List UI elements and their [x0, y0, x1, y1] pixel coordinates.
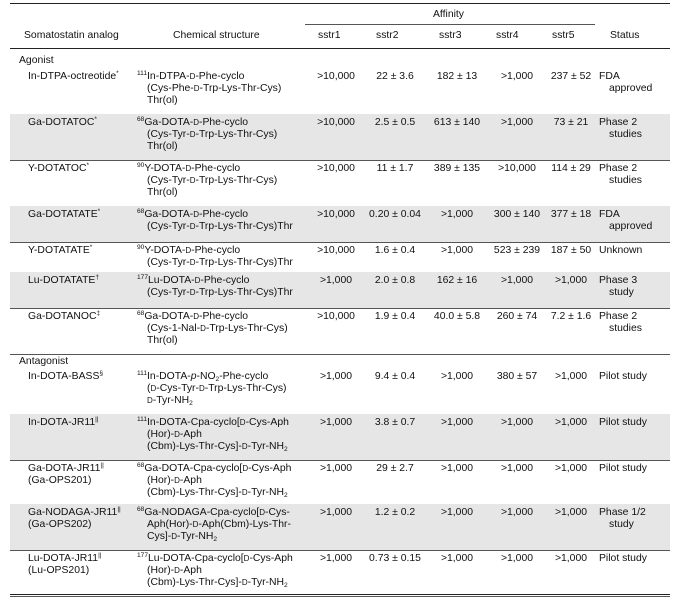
table-top-rule	[10, 3, 670, 4]
sstr1-value: >10,000	[317, 311, 355, 322]
analog-name	[28, 553, 143, 577]
analog-name	[28, 311, 143, 323]
structure-line: $(Cbm)-Lys-Thr-Cys]-D-Tyr-NH_2$	[147, 577, 288, 590]
status-line: studies	[609, 323, 642, 335]
header-status: Status	[610, 30, 640, 41]
sstr1-value: >10,000	[317, 209, 355, 220]
table-row	[10, 272, 670, 308]
table-row	[10, 504, 670, 550]
chemical-structure	[137, 553, 315, 590]
table-row	[10, 308, 670, 354]
analog-label: Y-DOTATATE*	[28, 244, 93, 256]
header-structure: Chemical structure	[173, 30, 260, 41]
chemical-structure	[137, 311, 315, 348]
sstr1-value: >10,000	[317, 71, 355, 82]
analog-label: Ga-DOTATATE*	[28, 208, 101, 220]
structure-line: (Hor)-D-Aph	[147, 429, 202, 441]
chemical-structure	[137, 71, 315, 108]
structure-line: $D-Tyr-NH_2$	[147, 395, 193, 408]
analog-label: Ga-NODAGA-JR11||	[28, 506, 121, 518]
status-line: approved	[609, 83, 653, 95]
sstr5-value: >1,000	[554, 275, 588, 286]
chemical-structure	[137, 417, 315, 454]
sstr4-value: 380 ± 57	[496, 371, 538, 382]
sstr2-value: 1.9 ± 0.4	[374, 311, 416, 322]
status-line: study	[609, 287, 634, 299]
structure-line: $^{177}$Lu-DOTA-D-Phe-cyclo	[137, 274, 250, 286]
sstr5-value: 73 ± 21	[553, 117, 589, 128]
sstr2-value: 22 ± 3.6	[376, 71, 414, 82]
status-line: Pilot study	[599, 417, 647, 428]
sstr2-value: 0.20 ± 0.04	[369, 209, 421, 220]
analog-label: In-DOTA-BASS§	[28, 370, 104, 382]
sstr2-value: 11 ± 1.7	[376, 163, 414, 174]
analog-label: Ga-DOTA-JR11||	[28, 462, 104, 474]
sstr5-value: 237 ± 52	[550, 71, 592, 82]
table-row	[10, 68, 670, 114]
structure-line: $^{68}$Ga-NODAGA-Cpa-cyclo[D-Cys-	[137, 506, 290, 518]
sstr5-value: 114 ± 29	[551, 163, 591, 174]
status-text	[599, 71, 671, 95]
analog-label: Lu-DOTA-JR11||	[28, 552, 102, 564]
analog-name	[28, 163, 143, 175]
structure-line: Thr(ol)	[147, 187, 178, 199]
status-line: Phase 2	[599, 163, 638, 174]
sstr5-value: 7.2 ± 1.6	[550, 311, 592, 322]
sstr1-value: >1,000	[319, 507, 353, 518]
sstr4-value: >1,000	[500, 71, 534, 82]
analog-label: In-DOTA-JR11||	[28, 416, 99, 428]
group-agonist: Agonist	[19, 55, 54, 66]
sstr3-value: >1,000	[440, 463, 474, 474]
sstr2-value: 2.5 ± 0.5	[374, 117, 416, 128]
structure-line: (D-Cys-Tyr-D-Trp-Lys-Thr-Cys)	[147, 383, 287, 395]
table-row	[10, 460, 670, 504]
status-text	[599, 463, 671, 475]
status-text	[599, 507, 671, 531]
status-line: Pilot study	[599, 371, 647, 382]
structure-line: (Hor)-D-Aph	[147, 565, 202, 577]
sstr3-value: 162 ± 16	[436, 275, 478, 286]
structure-line: Thr(ol)	[147, 95, 178, 107]
analog-alias: (Ga-OPS202)	[28, 519, 92, 531]
structure-line: $^{68}$Ga-DOTA-D-Phe-cyclo	[137, 208, 249, 220]
structure-line: Thr(ol)	[147, 141, 178, 153]
sstr1-value: >1,000	[319, 371, 353, 382]
chemical-structure	[137, 163, 315, 200]
sstr4-value: >1,000	[500, 463, 534, 474]
structure-line: (Cys-Tyr-D-Trp-Lys-Thr-Cys)Thr	[147, 287, 293, 299]
sstr1-value: >1,000	[319, 553, 353, 564]
analog-label: Ga-DOTANOC‡	[28, 310, 101, 322]
status-line: studies	[609, 175, 642, 187]
sstr3-value: >1,000	[440, 553, 474, 564]
analog-alias: (Ga-OPS201)	[28, 475, 92, 487]
header-affinity: Affinity	[433, 9, 464, 20]
structure-line: (Cys-Tyr-D-Trp-Lys-Thr-Cys)	[147, 129, 278, 141]
sstr3-value: 40.0 ± 5.8	[433, 311, 481, 322]
status-text	[599, 163, 671, 187]
sstr4-value: >1,000	[500, 275, 534, 286]
sstr2-value: 2.0 ± 0.8	[374, 275, 416, 286]
structure-line: (Cys-1-Nal-D-Trp-Lys-Thr-Cys)	[147, 323, 288, 335]
header-sstr1: sstr1	[318, 30, 341, 41]
analog-label: Ga-DOTATOC*	[28, 116, 97, 128]
status-line: FDA	[599, 71, 620, 82]
status-line: Phase 1/2	[599, 507, 646, 518]
sstr4-value: >1,000	[500, 117, 534, 128]
sstr1-value: >1,000	[319, 275, 353, 286]
sstr4-value: 523 ± 239	[493, 245, 541, 256]
sstr3-value: 389 ± 135	[433, 163, 481, 174]
chemical-structure	[137, 507, 315, 544]
chemical-structure	[137, 463, 315, 500]
status-line: Pilot study	[599, 553, 647, 564]
group-antagonist: Antagonist	[19, 356, 69, 367]
sstr4-value: >10,000	[498, 163, 536, 174]
sstr4-value: >1,000	[500, 507, 534, 518]
status-text	[599, 117, 671, 141]
header-sstr2: sstr2	[376, 30, 399, 41]
analog-name	[28, 507, 143, 531]
chemical-structure	[137, 275, 315, 299]
sstr3-value: >1,000	[440, 209, 474, 220]
structure-line: Aph(Hor)-D-Aph(Cbm)-Lys-Thr-	[147, 519, 291, 531]
header-sstr4: sstr4	[496, 30, 519, 41]
sstr5-value: >1,000	[554, 371, 588, 382]
sstr2-value: 1.6 ± 0.4	[374, 245, 416, 256]
sstr1-value: >10,000	[317, 117, 355, 128]
table-bottom-rule	[10, 594, 670, 595]
status-line: FDA	[599, 209, 620, 220]
structure-line: $^{68}$Ga-DOTA-Cpa-cyclo[D-Cys-Aph	[137, 462, 292, 474]
status-line: Phase 2	[599, 311, 638, 322]
table-row	[10, 114, 670, 160]
status-text	[599, 245, 671, 257]
analog-name	[28, 463, 143, 487]
status-text	[599, 417, 671, 429]
status-line: Unknown	[599, 245, 643, 256]
structure-line: $^{68}$Ga-DOTA-D-Phe-cyclo	[137, 310, 249, 322]
analog-name	[28, 417, 143, 429]
structure-line: Thr(ol)	[147, 335, 178, 347]
sstr3-value: 613 ± 140	[433, 117, 481, 128]
sstr1-value: >10,000	[317, 163, 355, 174]
sstr4-value: 300 ± 140	[493, 209, 541, 220]
sstr5-value: >1,000	[554, 417, 588, 428]
sstr5-value: >1,000	[554, 507, 588, 518]
status-line: Phase 3	[599, 275, 638, 286]
sstr1-value: >1,000	[319, 463, 353, 474]
table-row	[10, 242, 670, 272]
status-text	[599, 311, 671, 335]
status-line: study	[609, 519, 634, 531]
status-text	[599, 371, 671, 383]
status-line: Pilot study	[599, 463, 647, 474]
table-row	[10, 550, 670, 596]
sstr2-value: 3.8 ± 0.7	[374, 417, 416, 428]
structure-line: $(Cbm)-Lys-Thr-Cys]-D-Tyr-NH_2$	[147, 487, 288, 500]
analog-name	[28, 371, 143, 383]
sstr5-value: 377 ± 18	[550, 209, 592, 220]
header-sstr3: sstr3	[439, 30, 462, 41]
structure-line: $^{68}$Ga-DOTA-D-Phe-cyclo	[137, 116, 249, 128]
sstr5-value: >1,000	[554, 553, 588, 564]
sstr3-value: >1,000	[440, 371, 474, 382]
structure-line: (Cys-Tyr-D-Trp-Lys-Thr-Cys)	[147, 175, 278, 187]
affinity-underline	[305, 24, 595, 25]
chemical-structure	[137, 209, 315, 233]
sstr2-value: 29 ± 2.7	[376, 463, 414, 474]
sstr2-value: 0.73 ± 0.15	[369, 553, 421, 564]
sstr3-value: >1,000	[440, 245, 474, 256]
structure-line: $^{177}$Lu-DOTA-Cpa-cyclo[D-Cys-Aph	[137, 552, 293, 564]
sstr2-value: 9.4 ± 0.4	[374, 371, 416, 382]
status-line: studies	[609, 129, 642, 141]
sstr5-value: >1,000	[554, 463, 588, 474]
chemical-structure	[137, 117, 315, 154]
structure-line: $Cys]-D-Tyr-NH_2$	[147, 531, 218, 544]
analog-label: Lu-DOTATATE†	[28, 274, 100, 286]
analog-alias: (Lu-OPS201)	[28, 565, 90, 577]
analog-label: Y-DOTATOC*	[28, 162, 90, 174]
structure-line: $^{90}$Y-DOTA-D-Phe-cyclo	[137, 162, 241, 174]
analog-name	[28, 209, 143, 221]
status-text	[599, 209, 671, 233]
sstr3-value: >1,000	[440, 507, 474, 518]
status-text	[599, 553, 671, 565]
table-row	[10, 414, 670, 460]
structure-line: (Cys-Tyr-D-Trp-Lys-Thr-Cys)Thr	[147, 221, 293, 233]
structure-line: (Cys-Phe-D-Trp-Lys-Thr-Cys)	[147, 83, 282, 95]
structure-line: $^{111}In-DOTA-p-NO_2-Phe$-cyclo	[137, 370, 269, 383]
sstr1-value: >1,000	[319, 417, 353, 428]
analog-name	[28, 245, 143, 257]
structure-line: $^{90}$Y-DOTA-D-Phe-cyclo	[137, 244, 241, 256]
sstr2-value: 1.2 ± 0.2	[374, 507, 416, 518]
header-sstr5: sstr5	[552, 30, 575, 41]
status-line: Phase 2	[599, 117, 638, 128]
structure-line: (Cys-Tyr-D-Trp-Lys-Thr-Cys)Thr	[147, 257, 293, 269]
structure-line: (Hor)-D-Aph	[147, 475, 202, 487]
status-line: approved	[609, 221, 653, 233]
sstr5-value: 187 ± 50	[550, 245, 592, 256]
status-text	[599, 275, 671, 299]
sstr4-value: >1,000	[500, 417, 534, 428]
analog-name	[28, 71, 143, 83]
sstr3-value: 182 ± 13	[436, 71, 478, 82]
chemical-structure	[137, 371, 315, 408]
analog-name	[28, 275, 143, 287]
header-analog: Somatostatin analog	[24, 30, 119, 41]
table-row	[10, 206, 670, 242]
table-row	[10, 368, 670, 414]
sstr4-value: >1,000	[500, 553, 534, 564]
structure-line: $^{111}$In-DTPA-D-Phe-cyclo	[137, 70, 245, 82]
header-bottom-rule	[10, 48, 670, 49]
structure-line: $(Cbm)-Lys-Thr-Cys]-D-Tyr-NH_2$	[147, 441, 288, 454]
sstr3-value: >1,000	[440, 417, 474, 428]
analog-label: In-DTPA-octreotide*	[28, 70, 119, 82]
chemical-structure	[137, 245, 315, 269]
sstr1-value: >10,000	[317, 245, 355, 256]
row-divider	[10, 354, 670, 355]
analog-name	[28, 117, 143, 129]
sstr4-value: 260 ± 74	[496, 311, 538, 322]
table-row	[10, 160, 670, 206]
structure-line: $^{111}$In-DOTA-Cpa-cyclo[D-Cys-Aph	[137, 416, 289, 428]
